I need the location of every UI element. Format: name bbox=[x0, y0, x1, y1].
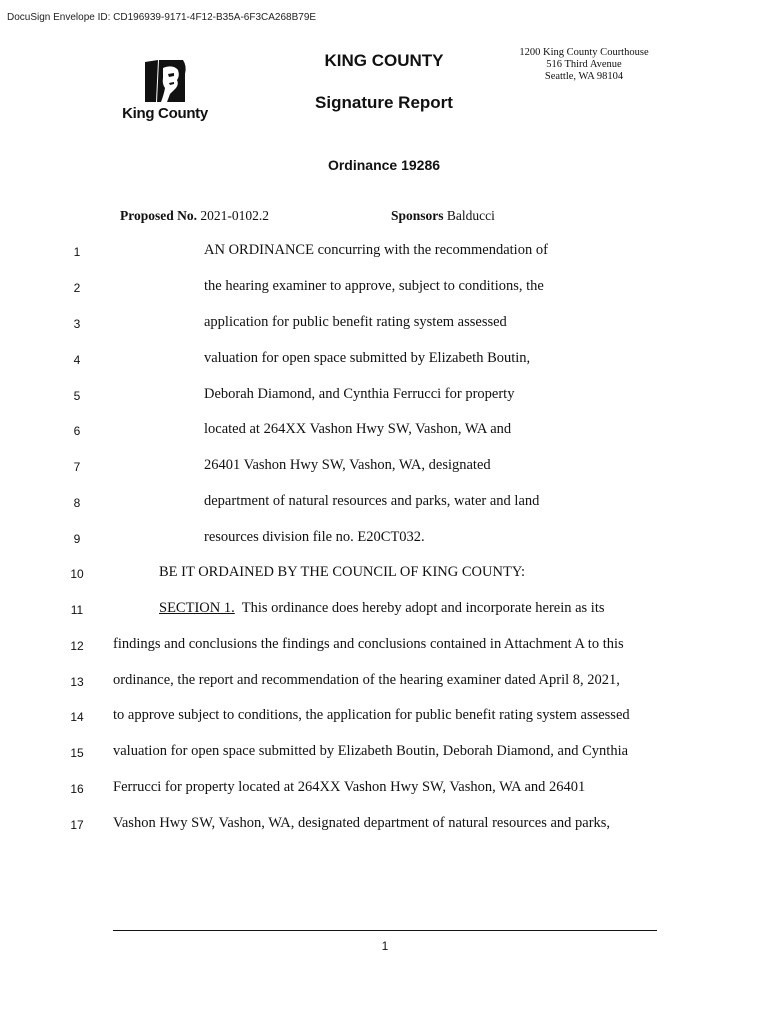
line-number: 9 bbox=[73, 532, 81, 546]
line-text: 26401 Vashon Hwy SW, Vashon, WA, designated bbox=[204, 457, 491, 473]
line-number: 10 bbox=[70, 567, 84, 581]
section-text: This ordinance does hereby adopt and incorporate herein as its bbox=[241, 600, 605, 616]
ordinance-title: Ordinance 19286 bbox=[327, 157, 441, 173]
address-line: Seattle, WA 98104 bbox=[544, 71, 624, 82]
proposed-number bbox=[120, 208, 269, 224]
line-number: 6 bbox=[73, 424, 81, 438]
line-text: resources division file no. E20CT032. bbox=[204, 529, 425, 545]
line-text: ordinance, the report and recommendation of the hearing examiner dated April 8, 2021, bbox=[113, 672, 620, 688]
footer-divider bbox=[113, 930, 657, 931]
org-title: KING COUNTY bbox=[324, 51, 444, 70]
line-text: application for public benefit rating system assessed bbox=[204, 314, 507, 330]
line-number: 14 bbox=[70, 710, 84, 724]
line-number: 16 bbox=[70, 782, 84, 796]
king-county-emblem-icon bbox=[143, 58, 187, 104]
line-number: 11 bbox=[70, 603, 84, 617]
line-text: the hearing examiner to approve, subject to conditions, the bbox=[204, 278, 544, 294]
line-number: 15 bbox=[70, 746, 84, 760]
line-number: 2 bbox=[73, 281, 81, 295]
line-number: 13 bbox=[70, 675, 84, 689]
line-text: Deborah Diamond, and Cynthia Ferrucci for property bbox=[204, 386, 515, 402]
line-number: 17 bbox=[70, 818, 84, 832]
line-text: valuation for open space submitted by Elizabeth Boutin, Deborah Diamond, and Cynthia bbox=[113, 743, 629, 759]
line-number: 4 bbox=[73, 353, 81, 367]
line-text: to approve subject to conditions, the application for public benefit rating system assessed bbox=[113, 707, 630, 723]
line-text bbox=[159, 600, 605, 617]
section-label: SECTION 1. bbox=[159, 600, 235, 616]
line-text: Vashon Hwy SW, Vashon, WA, designated department of natural resources and parks, bbox=[113, 815, 611, 831]
proposed-value: 2021-0102.2 bbox=[200, 208, 270, 223]
line-text: AN ORDINANCE concurring with the recommendation of bbox=[204, 242, 548, 258]
sponsors bbox=[391, 208, 495, 224]
envelope-id: DocuSign Envelope ID: CD196939-9171-4F12-B35A-6F3CA268B79E bbox=[7, 12, 317, 23]
report-title: Signature Report bbox=[315, 93, 453, 112]
line-text: findings and conclusions the findings and conclusions contained in Attachment A to this bbox=[113, 636, 624, 652]
line-number: 1 bbox=[73, 245, 81, 259]
line-text: valuation for open space submitted by Elizabeth Boutin, bbox=[204, 350, 531, 366]
page-number: 1 bbox=[381, 939, 389, 953]
sponsors-label: Sponsors bbox=[391, 208, 444, 223]
line-number: 5 bbox=[73, 389, 81, 403]
line-number: 3 bbox=[73, 317, 81, 331]
address-line: 516 Third Avenue bbox=[546, 59, 622, 70]
proposed-label: Proposed No. bbox=[120, 208, 198, 223]
line-number: 8 bbox=[73, 496, 81, 510]
logo-wordmark: King County bbox=[122, 105, 208, 122]
line-text: Ferrucci for property located at 264XX Vashon Hwy SW, Vashon, WA and 26401 bbox=[113, 779, 586, 795]
line-text: BE IT ORDAINED BY THE COUNCIL OF KING COUNTY: bbox=[159, 564, 525, 580]
address-block bbox=[514, 47, 654, 83]
line-text: department of natural resources and parks, water and land bbox=[204, 493, 540, 509]
line-number: 7 bbox=[73, 460, 81, 474]
line-number: 12 bbox=[70, 639, 84, 653]
sponsors-value: Balducci bbox=[446, 208, 495, 223]
line-text: located at 264XX Vashon Hwy SW, Vashon, WA and bbox=[204, 421, 512, 437]
address-line: 1200 King County Courthouse bbox=[519, 47, 649, 58]
king-county-logo bbox=[117, 58, 213, 128]
